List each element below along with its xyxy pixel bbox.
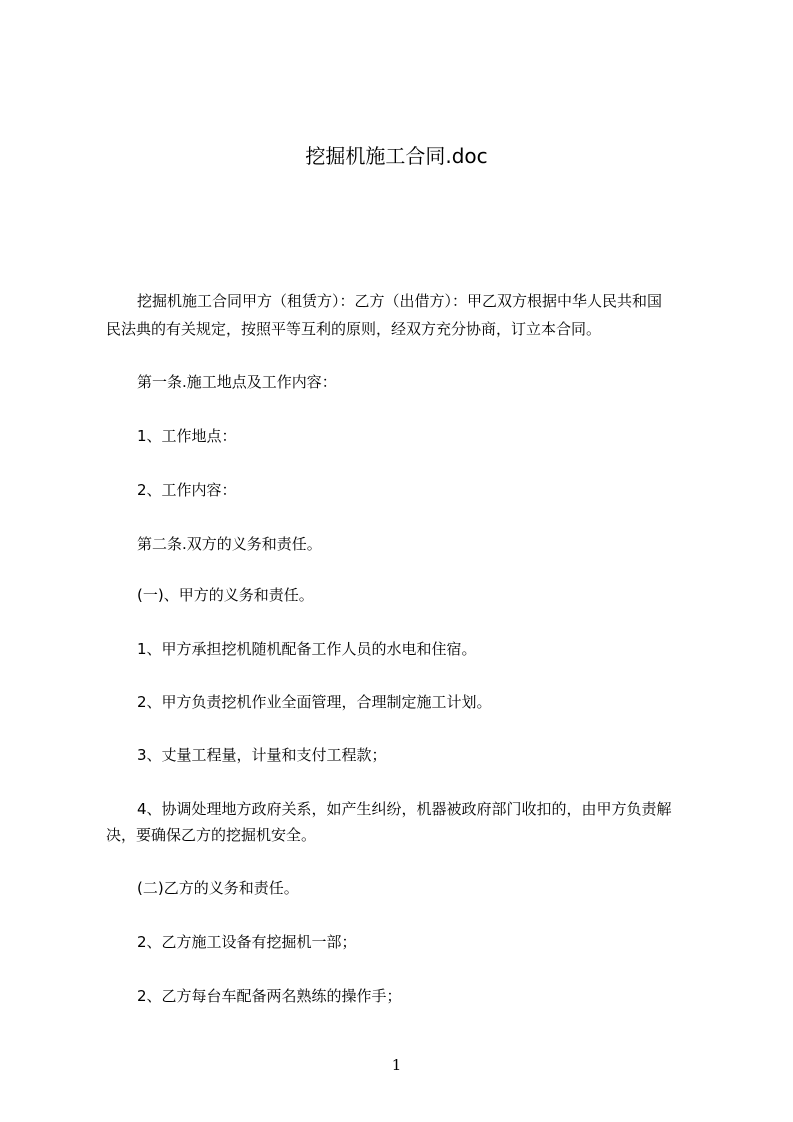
party-a-item-4-line-2: 决，要确保乙方的挖掘机安全。 [106,826,317,844]
article2-heading-text: 第二条.双方的义务和责任。 [137,535,322,553]
party-a-heading-text: (一)、甲方的义务和责任。 [137,586,314,604]
party-a-item-4-line-1: 4、协调处理地方政府关系，如产生纠纷，机器被政府部门收扣的，由甲方负责解 [137,800,672,818]
intro-line-2: 民法典的有关规定，按照平等互利的原则，经双方充分协商，订立本合同。 [106,320,602,338]
article1-item-2-text: 2、工作内容： [137,481,237,499]
party-b-item-1-text: 2、乙方施工设备有挖掘机一部； [137,933,357,951]
party-b-heading-text: (二)乙方的义务和责任。 [137,879,299,897]
page-number: 1 [391,1056,402,1074]
party-a-item-1-text: 1、甲方承担挖机随机配备工作人员的水电和住宿。 [137,640,477,658]
article1-heading-text: 第一条.施工地点及工作内容： [137,373,337,391]
party-a-item-3-text: 3、丈量工程量，计量和支付工程款； [137,746,387,764]
party-a-item-2-text: 2、甲方负责挖机作业全面管理，合理制定施工计划。 [137,693,492,711]
party-b-item-2-text: 2、乙方每台车配备两名熟练的操作手； [137,987,402,1005]
document-title: 挖掘机施工合同.doc [305,144,488,168]
article1-item-1-text: 1、工作地点： [137,427,237,445]
intro-line-1: 挖掘机施工合同甲方（租赁方）：乙方（出借方）：甲乙双方根据中华人民共和国 [137,292,663,310]
